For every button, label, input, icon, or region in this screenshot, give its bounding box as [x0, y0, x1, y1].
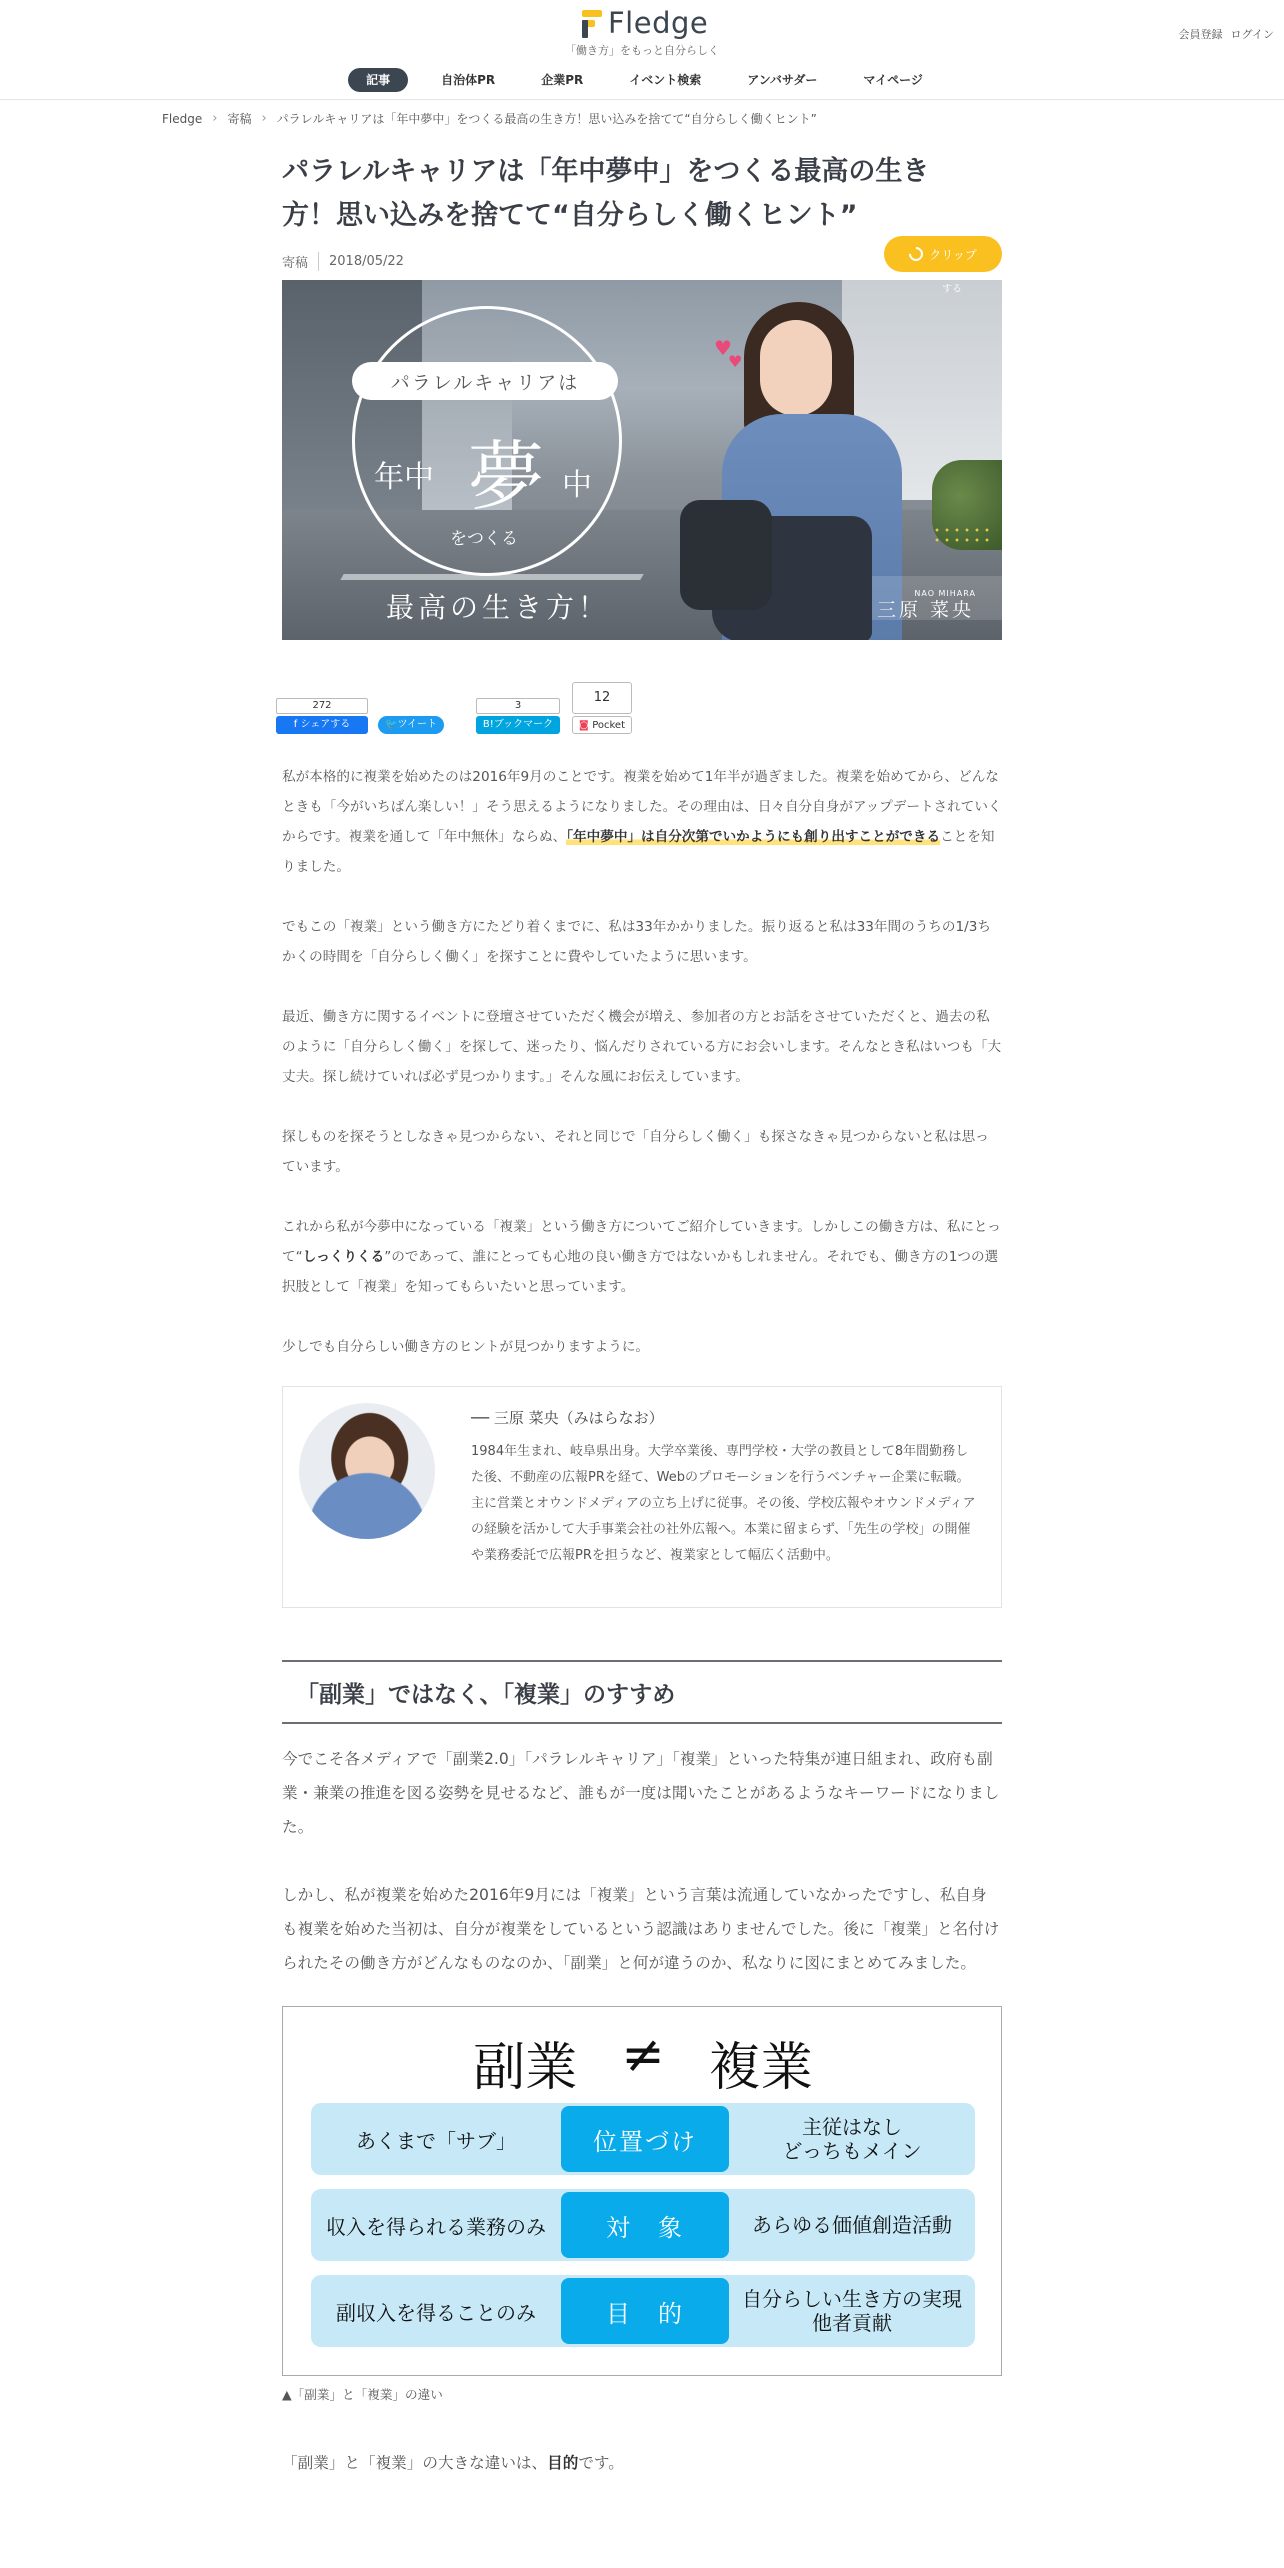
diagram-row-left: 副収入を得ることのみ: [336, 2300, 536, 2325]
pocket-button[interactable]: ◙ Pocket: [572, 716, 632, 734]
heart-icon: ♥: [714, 336, 732, 360]
hero-name-en: NAO MIHARA: [914, 589, 976, 598]
hero-text-naka: 中: [562, 468, 592, 503]
hero-pill-text: パラレルキャリアは: [352, 362, 618, 400]
login-link[interactable]: ログイン: [1230, 28, 1274, 41]
pocket-icon: ◙: [579, 720, 593, 731]
article: [282, 150, 1002, 2473]
bold-text: しっくりくる: [302, 1249, 385, 1265]
heart-icon: ♥: [728, 352, 743, 371]
diagram-right-title: 複業: [708, 2038, 813, 2098]
paragraph: しかし、私が複業を始めた2016年9月には「複業」という言葉は流通していなかったですし、私自身も複業を始めた当初は、自分が複業をしているという認識はありませんでした。後に「複業」と名付けられたその働き方がどんなものなのか、「副業」と何が違うのか、私なりに図にまとめてみました。: [282, 1886, 1000, 1972]
tweet-button[interactable]: 🐦ツイート: [378, 716, 444, 734]
breadcrumb-current: パラレルキャリアは「年中夢中」をつくる最高の生き方！思い込みを捨てて“自分らしく働くヒント”: [276, 112, 817, 126]
pocket-share[interactable]: [572, 682, 632, 734]
section-body: [282, 1742, 1002, 1980]
main-nav: [0, 68, 1284, 92]
article-date: 2018/05/22: [329, 253, 404, 269]
facebook-share-button[interactable]: f シェアする: [276, 716, 368, 734]
clip-button[interactable]: [884, 236, 1002, 272]
chevron-right-icon: ›: [261, 111, 267, 126]
nav-item-municipal-pr[interactable]: 自治体PR: [441, 73, 496, 87]
diagram-row-label: 位置づけ: [561, 2106, 729, 2172]
article-meta: [282, 248, 1002, 274]
diagram-row-left: 収入を得られる業務のみ: [326, 2214, 546, 2239]
clip-button-label: クリップ: [929, 247, 977, 262]
diagram-row-label: 目 的: [561, 2278, 729, 2344]
diagram-title: [283, 2025, 1003, 2100]
nav-item-company-pr[interactable]: 企業PR: [541, 73, 584, 87]
comparison-diagram: [282, 2006, 1002, 2376]
nav-item-event-search[interactable]: イベント検索: [629, 73, 702, 87]
paragraph: 今でこそ各メディアで「副業2.0」「パラレルキャリア」「複業」といった特集が連日組まれ、政府も副業・兼業の推進を図る姿勢を見せるなど、誰もが一度は聞いたことがあるようなキーワードになりました。: [282, 1750, 1000, 1836]
breadcrumb-home[interactable]: Fledge: [162, 111, 203, 126]
not-equal-icon: ≠: [621, 2025, 665, 2085]
facebook-count: 272: [276, 698, 368, 714]
hero-text-tsukuru: をつくる: [450, 529, 518, 549]
paragraph: これから私が今夢中になっている「複業」という働き方についてご紹介していきます。しかしこの働き方は、私にとって“しっくりくる”のであって、誰にとっても心地の良い働き方ではないかもしれません。それでも、働き方の1つの選択肢として「複業」を知ってもらいたいと思っています。: [282, 1219, 1001, 1295]
article-title: パラレルキャリアは「年中夢中」をつくる最高の生き方！思い込みを捨てて“自分らしく働くヒント”: [282, 156, 930, 231]
hero-text-mu: 夢: [468, 432, 544, 521]
hero-name-jp: 三原 菜央: [876, 599, 974, 621]
highlight-text: 「年中夢中」は自分次第でいかようにも創り出すことができる: [566, 829, 941, 845]
site-logo[interactable]: [582, 6, 708, 40]
site-header: [0, 0, 1284, 100]
diagram-row-right: 主従はなし どっちもメイン: [782, 2115, 922, 2163]
diagram-row: [311, 2103, 975, 2175]
article-category[interactable]: 寄稿: [282, 252, 319, 271]
author-profile: [282, 1386, 1002, 1608]
register-link[interactable]: 会員登録: [1178, 28, 1223, 41]
paragraph: 最近、働き方に関するイベントに登壇させていただく機会が増え、参加者の方とお話をさせていただくと、過去の私のように「自分らしく働く」を探して、迷ったり、悩んだりされている方にお会いします。そんなとき私はいつも「大丈夫。探し続けていれば必ず見つかります。」そんな風にお伝えしています。: [282, 1009, 1002, 1085]
bold-text: 目的: [547, 2454, 579, 2472]
auth-links: [1179, 26, 1274, 42]
diagram-left-title: 副業: [473, 2038, 578, 2098]
author-bio: 1984年生まれ、岐阜県出身。大学卒業後、専門学校・大学の教員として8年間勤務した後、不動産の広報PRを経て、Webのプロモーションを行うベンチャー企業に転職。主に営業とオウンドメディアの立ち上げに従事。その後、学校広報やオウンドメディアの経験を活かして大手事業会社の社外広報へ。本業に留まらず、「先生の学校」の開催や業務委託で広報PRを担うなど、複業家として幅広く活動中。: [471, 1444, 976, 1563]
diagram-caption: ▲「副業」と「複業」の違い: [282, 2387, 443, 2402]
breadcrumb-category[interactable]: 寄稿: [227, 112, 252, 126]
twitter-icon: 🐦: [385, 719, 398, 730]
facebook-icon: f: [293, 719, 301, 730]
paperclip-icon: [906, 244, 926, 264]
nav-item-articles[interactable]: 記事: [348, 68, 408, 92]
hero-text-best: 最高の生き方！: [386, 591, 611, 624]
paragraph: 少しでも自分らしい働き方のヒントが見つかりますように。: [282, 1339, 650, 1355]
chevron-right-icon: ›: [212, 111, 218, 126]
hatena-share[interactable]: [476, 698, 560, 734]
author-name: ── 三原 菜央（みはらなお）: [471, 1409, 664, 1427]
diagram-row: [311, 2275, 975, 2347]
paragraph: 探しものを探そうとしなきゃ見つからない、それと同じで「自分らしく働く」も探さなきゃ見つからないと私は思っています。: [282, 1129, 989, 1175]
diagram-row-right: あらゆる価値創造活動: [752, 2213, 952, 2237]
diagram-row: [311, 2189, 975, 2261]
paragraph: でもこの「複業」という働き方にたどり着くまでに、私は33年かかりました。振り返ると私は33年間のうちの1/3ちかくの時間を「自分らしく働く」を探すことに費やしていたように思います。: [282, 919, 991, 965]
hero-text-nenjyu: 年中: [374, 460, 434, 495]
nav-item-mypage[interactable]: マイページ: [863, 73, 923, 87]
paragraph: 私が本格的に複業を始めたのは2016年9月のことです。複業を始めて1年半が過ぎました。複業を始めてから、どんなときも「今がいちばん楽しい！」そう思えるようになりました。その理由は、日々自分自身がアップデートされていくからです。複業を通して「年中無休」ならぬ、「年中夢中」は自分次第でいかようにも創り出すことができることを知りました。: [282, 769, 1002, 875]
breadcrumb: [162, 110, 817, 127]
facebook-share[interactable]: [276, 698, 368, 734]
diagram-row-label: 対 象: [561, 2192, 729, 2258]
article-body: [282, 762, 1002, 1362]
clip-tooltip-text: する: [942, 284, 962, 295]
avatar: [299, 1403, 435, 1539]
pocket-count: 12: [572, 682, 632, 714]
site-tagline: 「働き方」をもっと自分らしく: [565, 44, 719, 57]
diagram-row-left: あくまで「サブ」: [356, 2128, 516, 2153]
section-heading: 「副業」ではなく、「複業」のすすめ: [282, 1660, 1002, 1724]
fledge-logo-icon: [582, 8, 604, 38]
hero-image: [282, 280, 1002, 640]
logo-text: Fledge: [608, 6, 709, 40]
hatena-count: 3: [476, 698, 560, 714]
twitter-share[interactable]: [378, 714, 444, 734]
nav-item-ambassador[interactable]: アンバサダー: [747, 73, 818, 87]
diagram-row-right: 自分らしい生き方の実現 他者貢献: [742, 2287, 962, 2335]
hatena-bookmark-button[interactable]: B!ブックマーク: [476, 716, 560, 734]
share-buttons: [282, 666, 1002, 734]
closing-paragraph: 「副業」と「複業」の大きな違いは、目的です。: [282, 2454, 624, 2472]
